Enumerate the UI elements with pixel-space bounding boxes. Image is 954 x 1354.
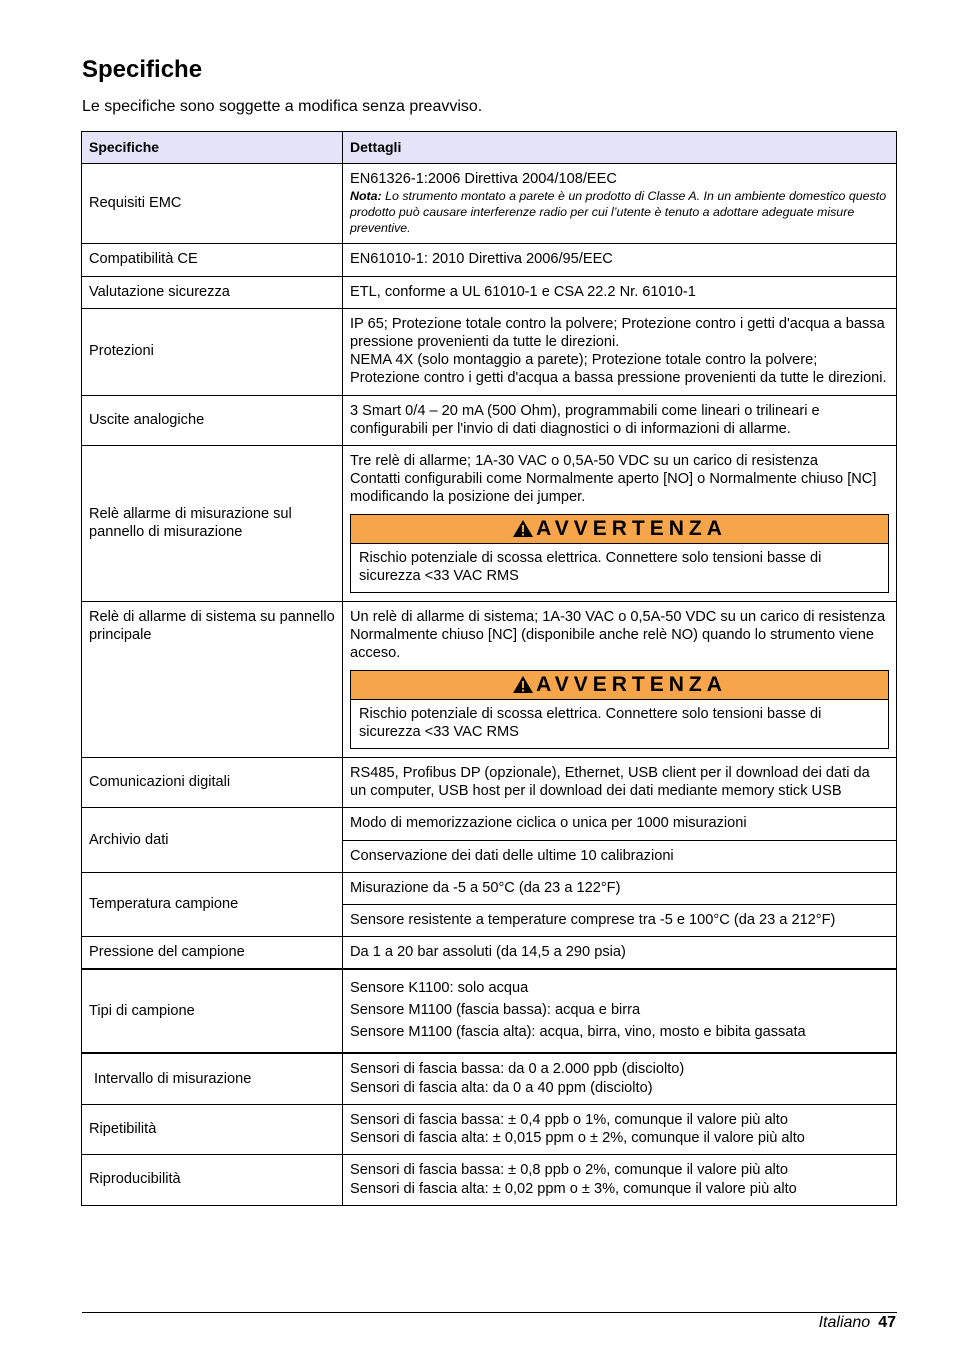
row-value-emc [343,164,897,244]
tipi-line3: Sensore M1100 (fascia alta): acqua, birra, vino, mosto e bibita gassata [350,1024,806,1041]
row-label-analogiche: Uscite analogiche [82,395,343,445]
table-row [82,244,897,276]
table-row [82,602,897,758]
table-row [82,1155,897,1205]
page-title: Specifiche [82,56,203,83]
row-value-ce: EN61010-1: 2010 Direttiva 2006/95/EEC [343,244,897,276]
table-row [82,276,897,308]
row-label-emc: Requisiti EMC [82,164,343,244]
rele-sistema-line2: Normalmente chiuso [NC] (disponibile anche relè NO) quando lo strumento viene acceso. [350,627,875,662]
row-value-riproducibilita [343,1155,897,1205]
footer-language: Italiano [818,1314,871,1331]
row-label-riproducibilita: Riproducibilità [82,1155,343,1205]
warning-title: AVVERTENZA [536,516,727,540]
row-label-intervallo [82,1053,343,1104]
row-value-sicurezza: ETL, conforme a UL 61010-1 e CSA 22.2 Nr. 61010-1 [343,276,897,308]
tipi-line1: Sensore K1100: solo acqua [350,980,529,997]
row-value-temperatura-1: Misurazione da -5 a 50°C (da 23 a 122°F) [343,872,897,904]
intervallo-label-text: Intervallo di misurazione [94,1070,252,1087]
rele-misurazione-line2: Contatti configurabili come Normalmente aperto [NO] o Normalmente chiuso [NC] modificando la posizione dei jumper. [350,471,877,506]
warning-text: Rischio potenziale di scossa elettrica. Connettere solo tensioni basse di sicurezza <33 VAC RMS [359,705,822,740]
rele-misurazione-line1: Tre relè di allarme; 1A-30 VAC o 0,5A-50 VDC su un carico di resistenza [350,453,819,470]
table-row [82,1053,897,1104]
row-label-ripetibilita: Ripetibilità [82,1104,343,1154]
row-value-analogiche: 3 Smart 0/4 – 20 mA (500 Ohm), programmabili come lineari o trilineari e configurabili per l'invio di dati diagnostici o di informazioni di allarme. [343,395,897,445]
row-label-ce: Compatibilità CE [82,244,343,276]
rele-sistema-line1: Un relè di allarme di sistema; 1A-30 VAC o 0,5A-50 VDC su un carico di resistenza [350,609,886,626]
intervallo-line1: Sensori di fascia bassa: da 0 a 2.000 ppb (disciolto) [350,1061,685,1078]
protezioni-ip65: IP 65; Protezione totale contro la polvere; Protezione contro i getti d'acqua a bassa pressione provenienti da tutte le direzioni. [350,315,885,351]
table-row [82,395,897,445]
row-label-pressione: Pressione del campione [82,937,343,970]
row-value-temperatura-2: Sensore resistente a temperature comprese tra -5 e 100°C (da 23 a 212°F) [343,905,897,937]
note-label: Nota: [350,189,382,204]
row-label-archivio: Archivio dati [82,808,343,872]
tipi-line2: Sensore M1100 (fascia bassa): acqua e birra [350,1002,641,1019]
table-row [82,164,897,244]
protezioni-nema: NEMA 4X (solo montaggio a parete); Protezione totale contro la polvere; Protezione contro i getti d'acqua a bassa pressione provenienti da tutte le direzioni. [350,352,887,387]
row-label-temperatura: Temperatura campione [82,872,343,936]
ripetibilita-line1: Sensori di fascia bassa: ± 0,4 ppb o 1%, comunque il valore più alto [350,1111,788,1128]
row-value-ripetibilita [343,1104,897,1154]
warning-title: AVVERTENZA [536,672,727,696]
page-footer [819,1314,896,1332]
riproducibilita-line1: Sensori di fascia bassa: ± 0,8 ppb o 2%, comunque il valore più alto [350,1162,788,1179]
intro-text: Le specifiche sono soggette a modifica senza preavviso. [82,98,483,115]
table-row [82,808,897,840]
table-row [82,308,897,395]
page-number: 47 [878,1314,896,1331]
row-value-rele-sistema [343,602,897,758]
row-label-rele-misurazione: Relè allarme di misurazione sul pannello di misurazione [82,446,343,602]
row-label-protezioni: Protezioni [82,308,343,395]
table-row [82,969,897,1053]
table-row [82,1104,897,1154]
row-label-tipi: Tipi di campione [82,969,343,1053]
warning-text: Rischio potenziale di scossa elettrica. Connettere solo tensioni basse di sicurezza <33 VAC RMS [359,549,822,584]
ripetibilita-line2: Sensori di fascia alta: ± 0,015 ppm o ± 2%, comunque il valore più alto [350,1130,805,1147]
table-row [82,937,897,970]
row-label-comunicazioni: Comunicazioni digitali [82,758,343,808]
intervallo-line2: Sensori di fascia alta: da 0 a 40 ppm (disciolto) [350,1079,653,1096]
row-value-rele-misurazione [343,446,897,602]
table-row [82,872,897,904]
row-value-comunicazioni: RS485, Profibus DP (opzionale), Ethernet, USB client per il download dei dati da un computer, USB host per il download dei dati mediante memory stick USB [343,758,897,808]
emc-note [350,188,889,236]
warning-triangle-icon [512,519,534,538]
row-label-sicurezza: Valutazione sicurezza [82,276,343,308]
header-dettagli: Dettagli [343,132,897,164]
table-row [82,758,897,808]
warning-header [351,671,888,700]
warning-header [351,515,888,544]
row-value-intervallo [343,1053,897,1104]
specifications-table [81,131,897,1206]
table-row [82,446,897,602]
row-label-rele-sistema: Relè di allarme di sistema su pannello principale [82,602,343,758]
table-header-row [82,132,897,164]
warning-box [350,670,889,749]
header-specifiche: Specifiche [82,132,343,164]
row-value-pressione: Da 1 a 20 bar assoluti (da 14,5 a 290 psia) [343,937,897,970]
note-text: Lo strumento montato a parete è un prodotto di Classe A. In un ambiente domestico questo prodotto può causare interferenze radio per cui l’utente è tenuto a adottare adeguate misure preventive. [350,189,887,236]
warning-triangle-icon [512,675,534,694]
footer-divider [82,1312,897,1313]
row-value-protezioni [343,308,897,395]
row-value-archivio-1: Modo di memorizzazione ciclica o unica per 1000 misurazioni [343,808,897,840]
emc-standard: EN61326-1:2006 Direttiva 2004/108/EEC [350,171,617,188]
row-value-tipi [343,969,897,1053]
row-value-archivio-2: Conservazione dei dati delle ultime 10 calibrazioni [343,840,897,872]
riproducibilita-line2: Sensori di fascia alta: ± 0,02 ppm o ± 3%, comunque il valore più alto [350,1180,797,1197]
warning-box [350,514,889,593]
